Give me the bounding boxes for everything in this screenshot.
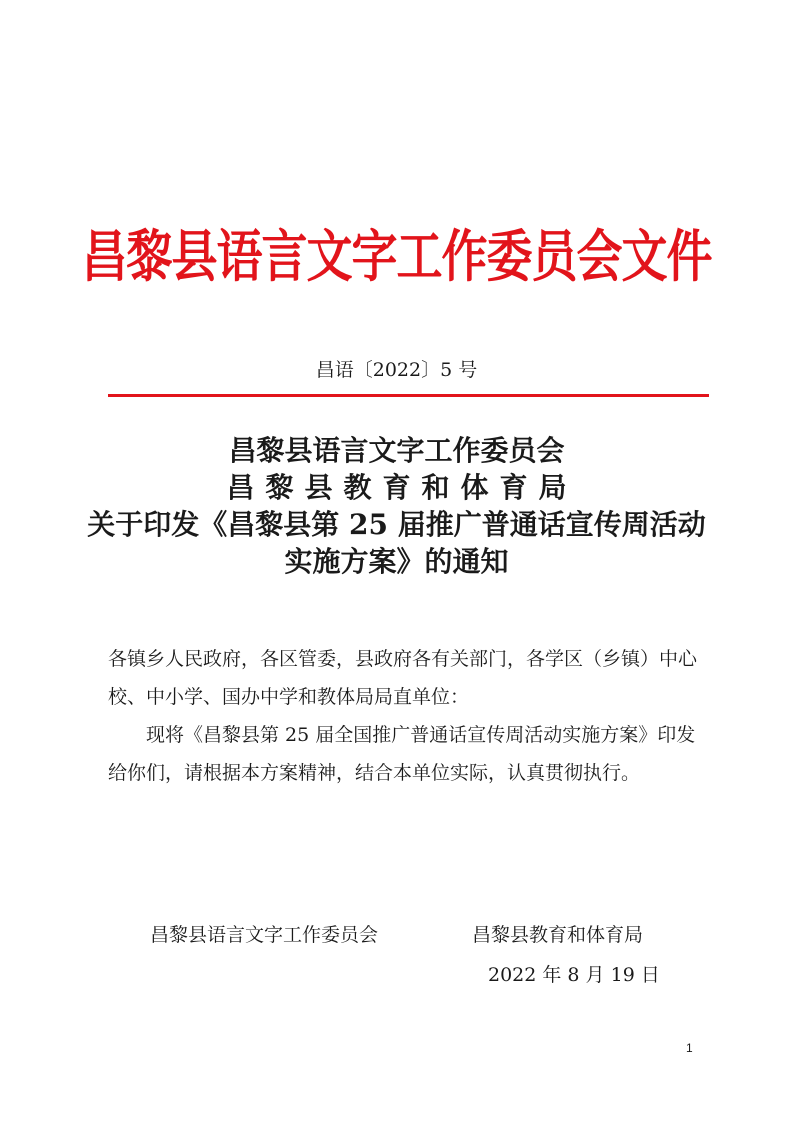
title-line-subject-cont: 实施方案》的通知 xyxy=(284,545,509,578)
title-line-subject: 关于印发《昌黎县第 25 届推广普通话宣传周活动 xyxy=(87,508,706,541)
title-line-issuer-1: 昌黎县语言文字工作委员会 xyxy=(228,434,565,467)
main-paragraph: 现将《昌黎县第 25 届全国推广普通话宣传周活动实施方案》印发给你们，请根据本方案精神，结合本单位实际，认真贯彻执行。 xyxy=(108,724,696,784)
document-number: 昌语〔2022〕5 号 xyxy=(315,359,478,381)
document-body xyxy=(108,640,698,792)
signature-date: 2022 年 8 月 19 日 xyxy=(488,964,660,986)
signature-org-education-bureau: 昌黎县教育和体育局 xyxy=(472,924,644,946)
red-divider-line xyxy=(108,394,709,397)
document-title xyxy=(0,432,793,580)
recipients-paragraph: 各镇乡人民政府，各区管委，县政府各有关部门，各学区（乡镇）中心校、中小学、国办中学和教体局局直单位： xyxy=(108,648,698,708)
page-number: 1 xyxy=(686,1041,693,1055)
document-header-title: 昌黎县语言文字工作委员会文件 xyxy=(81,223,712,290)
title-line-issuer-2: 昌黎县教育和体育局 xyxy=(226,471,578,504)
signature-org-language-committee: 昌黎县语言文字工作委员会 xyxy=(150,924,379,946)
